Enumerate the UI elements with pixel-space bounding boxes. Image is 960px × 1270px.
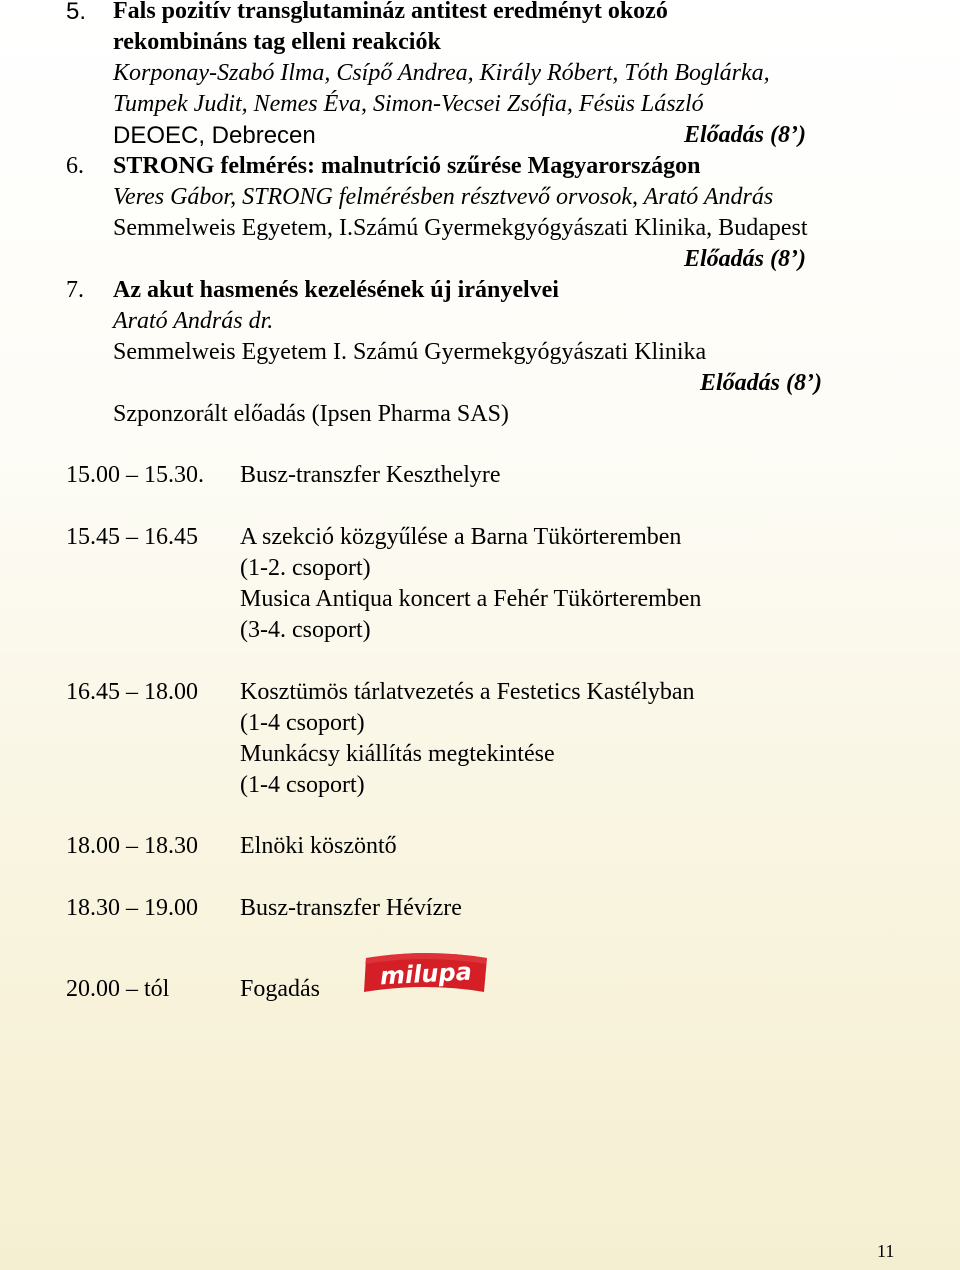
talk-5-title-line1: Fals pozitív transglutamináz antitest eredményt okozó xyxy=(113,0,668,24)
talk-6-title: STRONG felmérés: malnutríció szűrése Magyarországon xyxy=(113,153,701,179)
talk-5-authors-line1: Korponay-Szabó Ilma, Csípő Andrea, Király Róbert, Tóth Boglárka, xyxy=(113,60,770,86)
schedule-time-3: 16.45 – 18.00 xyxy=(66,679,198,705)
talk-5-number: 5. xyxy=(66,0,87,25)
talk-7-type: Előadás (8’) xyxy=(700,370,822,396)
schedule-item-3-line3: Munkácsy kiállítás megtekintése xyxy=(240,741,555,767)
talk-6-authors: Veres Gábor, STRONG felmérésben résztvevő orvosok, Arató András xyxy=(113,184,774,210)
schedule-item-2-line1: A szekció közgyűlése a Barna Tükörteremben xyxy=(240,524,682,550)
schedule-item-1: Busz-transzfer Keszthelyre xyxy=(240,462,501,488)
schedule-time-4: 18.00 – 18.30 xyxy=(66,833,198,859)
talk-5-institution: DEOEC, Debrecen xyxy=(113,122,316,149)
schedule-item-2-line3: Musica Antiqua koncert a Fehér Tükörteremben xyxy=(240,586,702,612)
talk-7-title: Az akut hasmenés kezelésének új irányelvei xyxy=(113,277,559,303)
schedule-item-2-line4: (3-4. csoport) xyxy=(240,617,371,643)
schedule-time-1: 15.00 – 15.30. xyxy=(66,462,204,488)
talk-7-number: 7. xyxy=(66,277,84,303)
schedule-item-3-line4: (1-4 csoport) xyxy=(240,772,365,798)
talk-7-sponsor: Szponzorált előadás (Ipsen Pharma SAS) xyxy=(113,401,509,427)
schedule-item-4: Elnöki köszöntő xyxy=(240,833,397,859)
schedule-item-5: Busz-transzfer Hévízre xyxy=(240,895,462,921)
talk-6-number: 6. xyxy=(66,153,84,179)
svg-text:milupa: milupa xyxy=(379,957,473,991)
talk-5-authors-line2: Tumpek Judit, Nemes Éva, Simon-Vecsei Zsófia, Fésüs László xyxy=(113,91,704,117)
page-number: 11 xyxy=(877,1241,895,1261)
talk-7-institution: Semmelweis Egyetem I. Számú Gyermekgyógyászati Klinika xyxy=(113,339,707,365)
schedule-time-2: 15.45 – 16.45 xyxy=(66,524,198,550)
talk-6-type: Előadás (8’) xyxy=(684,246,806,272)
schedule-item-3-line1: Kosztümös tárlatvezetés a Festetics Kastélyban xyxy=(240,679,695,705)
schedule-time-6: 20.00 – tól xyxy=(66,976,170,1002)
schedule-item-2-line2: (1-2. csoport) xyxy=(240,555,371,581)
talk-5-type: Előadás (8’) xyxy=(684,122,806,148)
talk-6-institution: Semmelweis Egyetem, I.Számú Gyermekgyógyászati Klinika, Budapest xyxy=(113,215,808,241)
schedule-time-5: 18.30 – 19.00 xyxy=(66,895,198,921)
talk-7-authors: Arató András dr. xyxy=(113,308,274,334)
schedule-item-6: Fogadás xyxy=(240,976,320,1002)
milupa-logo xyxy=(363,952,490,997)
schedule-item-3-line2: (1-4 csoport) xyxy=(240,710,365,736)
talk-5-title-line2: rekombináns tag elleni reakciók xyxy=(113,29,441,55)
